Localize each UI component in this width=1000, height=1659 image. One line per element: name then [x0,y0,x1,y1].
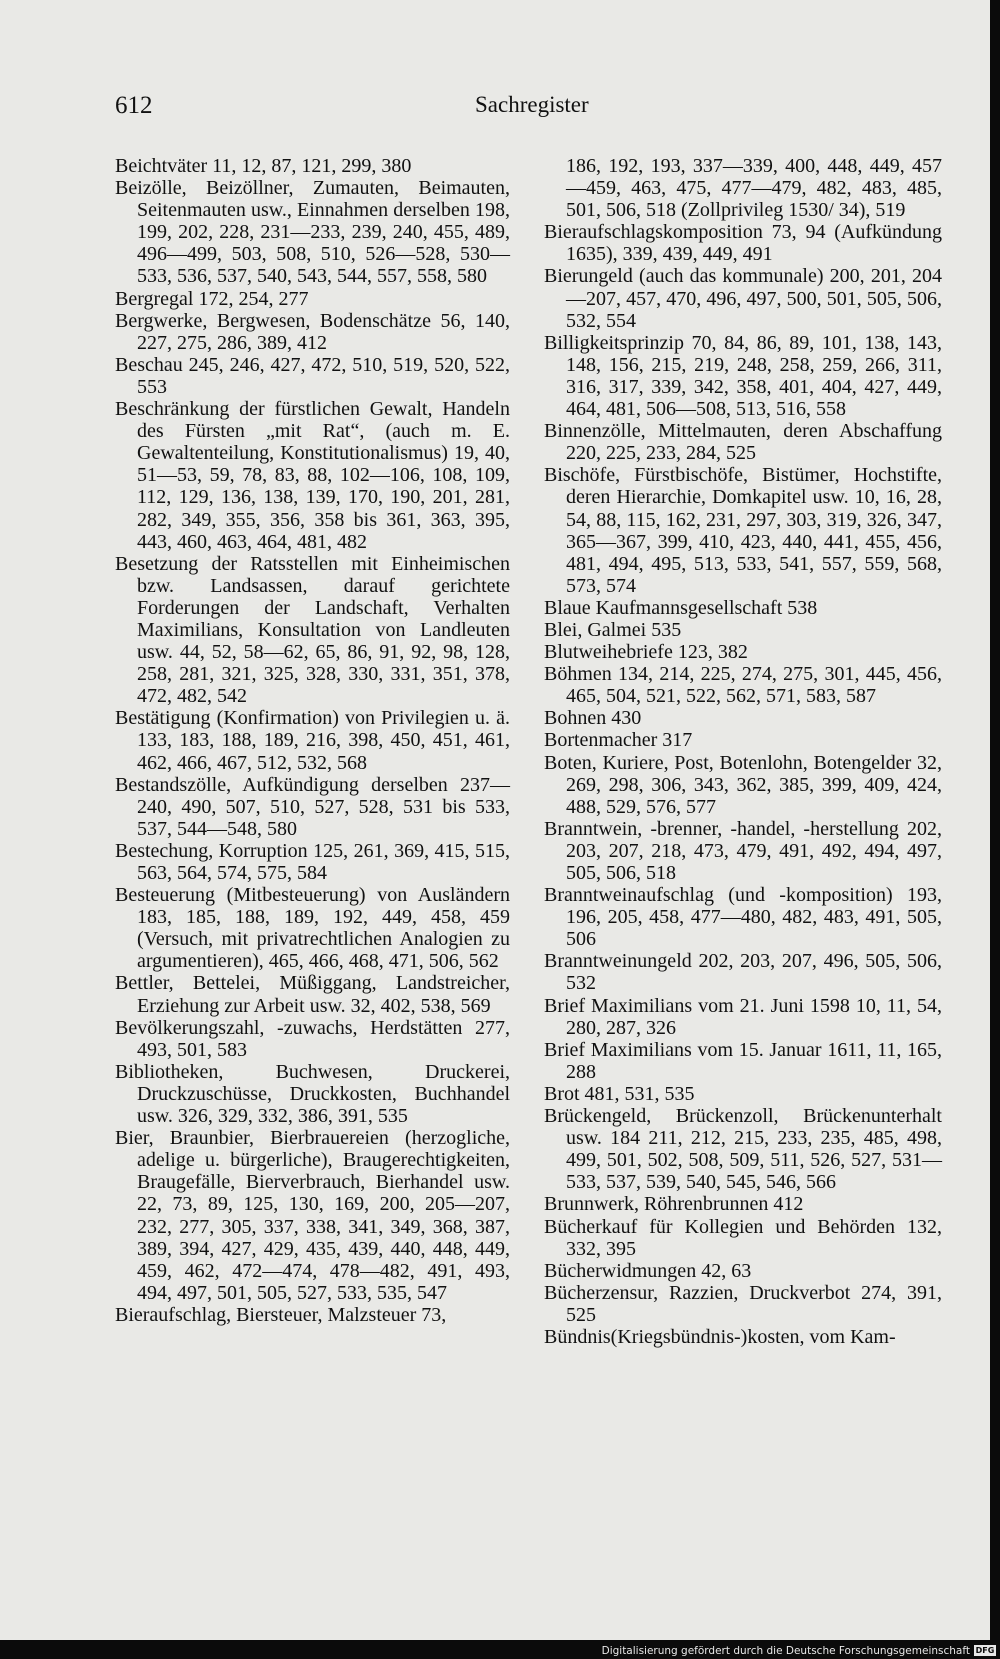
index-column-right [544,155,942,1348]
page-number: 612 [115,92,153,119]
index-entry: Brunnwerk, Röhrenbrunnen 412 [544,1193,804,1216]
index-entry: Bestandszölle, Aufkündigung derselben 237—240, 490, 507, 510, 527, 528, 531 bis 533, 537, 544—548, 580 [115,773,510,840]
index-entry: Bestechung, Korruption 125, 261, 369, 415, 515, 563, 564, 574, 575, 584 [115,839,510,884]
digitization-credit: Digitalisierung gefördert durch die Deutsche Forschungsgemeinschaft [601,1645,970,1657]
index-entry: Bevölkerungszahl, -zuwachs, Herdstätten 277, 493, 501, 583 [115,1016,510,1061]
index-entry: Brot 481, 531, 535 [544,1082,695,1105]
index-entry: Bergwerke, Bergwesen, Bodenschätze 56, 140, 227, 275, 286, 389, 412 [115,309,510,354]
index-entry: Bohnen 430 [544,707,642,730]
index-entry: Branntweinaufschlag (und -komposition) 193, 196, 205, 458, 477—480, 482, 483, 491, 505, 506 [544,884,942,951]
index-entry: Bortenmacher 317 [544,729,693,752]
index-entry: Brief Maximilians vom 15. Januar 1611, 11, 165, 288 [544,1038,942,1083]
index-entry: Blaue Kaufmannsgesellschaft 538 [544,596,818,619]
page-header [115,92,935,132]
index-entry: Beschau 245, 246, 427, 472, 510, 519, 520, 522, 553 [115,353,510,398]
index-entry: Bischöfe, Fürstbischöfe, Bistümer, Hochstifte, deren Hierarchie, Domkapitel usw. 10, 16, 28, 54, 88, 115, 162, 231, 297, 303, 319, 326, 347, 365—367, 399, 410, 423, 440, 441, 455, 456, 481, 494, 495, 513, 533, 541, 557, 559, 568, 573, 574 [544,464,942,597]
index-column-left [115,155,510,1326]
footer-bar [0,1640,1000,1659]
index-entry: Beizölle, Beizöllner, Zumauten, Beimauten, Seitenmauten usw., Einnahmen derselben 198, 199, 202, 228, 231—233, 239, 240, 455, 489, 496—499, 503, 508, 510, 526—528, 530—533, 536, 537, 540, 543, 544, 557, 558, 580 [115,177,510,288]
index-entry: Beichtväter 11, 12, 87, 121, 299, 380 [115,155,412,177]
index-entry: Billigkeitsprinzip 70, 84, 86, 89, 101, 138, 143, 148, 156, 215, 219, 248, 258, 259, 266, 311, 316, 317, 339, 342, 358, 401, 404, 427, 449, 464, 481, 506—508, 513, 516, 558 [544,331,942,421]
index-entry: 186, 192, 193, 337—339, 400, 448, 449, 457—459, 463, 475, 477—479, 482, 483, 485, 501, 506, 518 (Zollprivileg 1530/ 34), 519 [566,155,942,222]
index-entry: Bündnis(Kriegsbündnis-)kosten, vom Kam- [544,1325,896,1348]
index-entry: Binnenzölle, Mittelmauten, deren Abschaffung 220, 225, 233, 284, 525 [544,420,942,465]
dfg-logo-icon: DFG [975,1646,995,1655]
index-entry: Branntwein, -brenner, -handel, -herstellung 202, 203, 207, 218, 473, 479, 491, 492, 494, 497, 505, 506, 518 [544,817,942,884]
index-entry: Bestätigung (Konfirmation) von Privilegien u. ä. 133, 183, 188, 189, 216, 398, 450, 451, 461, 462, 466, 467, 512, 532, 568 [115,707,510,774]
index-entry: Branntweinungeld 202, 203, 207, 496, 505, 506, 532 [544,950,942,995]
index-entry: Bieraufschlag, Biersteuer, Malzsteuer 73, [115,1303,447,1326]
index-entry: Bier, Braunbier, Bierbrauereien (herzogliche, adelige u. bürgerliche), Braugerechtigkeiten, Braugefälle, Bierverbrauch, Bierhandel usw. 22, 73, 89, 125, 130, 169, 200, 205—207, 232, 277, 305, 337, 338, 341, 349, 368, 387, 389, 394, 427, 429, 435, 439, 440, 448, 449, 459, 462, 472—474, 478—482, 491, 493, 494, 497, 501, 505, 527, 533, 535, 547 [115,1127,510,1304]
index-entry: Böhmen 134, 214, 225, 274, 275, 301, 445, 456, 465, 504, 521, 522, 562, 571, 583, 587 [544,663,942,708]
index-entry: Bettler, Bettelei, Müßiggang, Landstreicher, Erziehung zur Arbeit usw. 32, 402, 538, 569 [115,972,510,1017]
index-entry: Bibliotheken, Buchwesen, Druckerei, Druckzuschüsse, Druckkosten, Buchhandel usw. 326, 329, 332, 386, 391, 535 [115,1060,510,1128]
index-entry: Boten, Kuriere, Post, Botenlohn, Botengelder 32, 269, 298, 306, 343, 362, 385, 399, 409, 424, 488, 529, 576, 577 [544,751,942,818]
running-head: Sachregister [475,92,589,117]
index-entry: Bergregal 172, 254, 277 [115,287,309,310]
index-entry: Brief Maximilians vom 21. Juni 1598 10, 11, 54, 280, 287, 326 [544,994,942,1039]
index-entry: Blei, Galmei 535 [544,618,682,641]
index-entry: Bücherwidmungen 42, 63 [544,1259,752,1282]
index-entry: Bieraufschlagskomposition 73, 94 (Aufkündung 1635), 339, 439, 449, 491 [544,221,942,266]
index-entry: Bücherzensur, Razzien, Druckverbot 274, 391, 525 [544,1281,942,1326]
index-entry: Bücherkauf für Kollegien und Behörden 132, 332, 395 [544,1215,942,1260]
index-entry: Blutweihebriefe 123, 382 [544,641,748,664]
index-entry: Besteuerung (Mitbesteuerung) von Ausländern 183, 185, 188, 189, 192, 449, 458, 459 (Versuch, mit privatrechtlichen Analogien zu argumentieren), 465, 466, 468, 471, 506, 562 [115,884,510,973]
index-entry: Bierungeld (auch das kommunale) 200, 201, 204—207, 457, 470, 496, 497, 500, 501, 505, 506, 532, 554 [544,265,942,332]
index-entry: Besetzung der Ratsstellen mit Einheimischen bzw. Landsassen, darauf gerichtete Forderungen der Landschaft, Verhalten Maximilians, Konsultation von Landleuten usw. 44, 52, 58—62, 65, 86, 91, 92, 98, 128, 258, 281, 321, 325, 328, 330, 331, 351, 378, 472, 482, 542 [115,552,510,708]
index-entry: Beschränkung der fürstlichen Gewalt, Handeln des Fürsten „mit Rat“, (auch m. E. Gewaltenteilung, Konstitutionalismus) 19, 40, 51—53, 59, 78, 83, 88, 102—106, 108, 109, 112, 129, 136, 138, 139, 170, 190, 201, 281, 282, 349, 355, 356, 358 bis 361, 363, 395, 443, 460, 463, 464, 481, 482 [115,398,510,553]
index-entry: Brückengeld, Brückenzoll, Brückenunterhalt usw. 184 211, 212, 215, 233, 235, 485, 498, 499, 501, 502, 508, 509, 511, 526, 527, 531—533, 537, 539, 540, 545, 546, 566 [544,1105,942,1194]
